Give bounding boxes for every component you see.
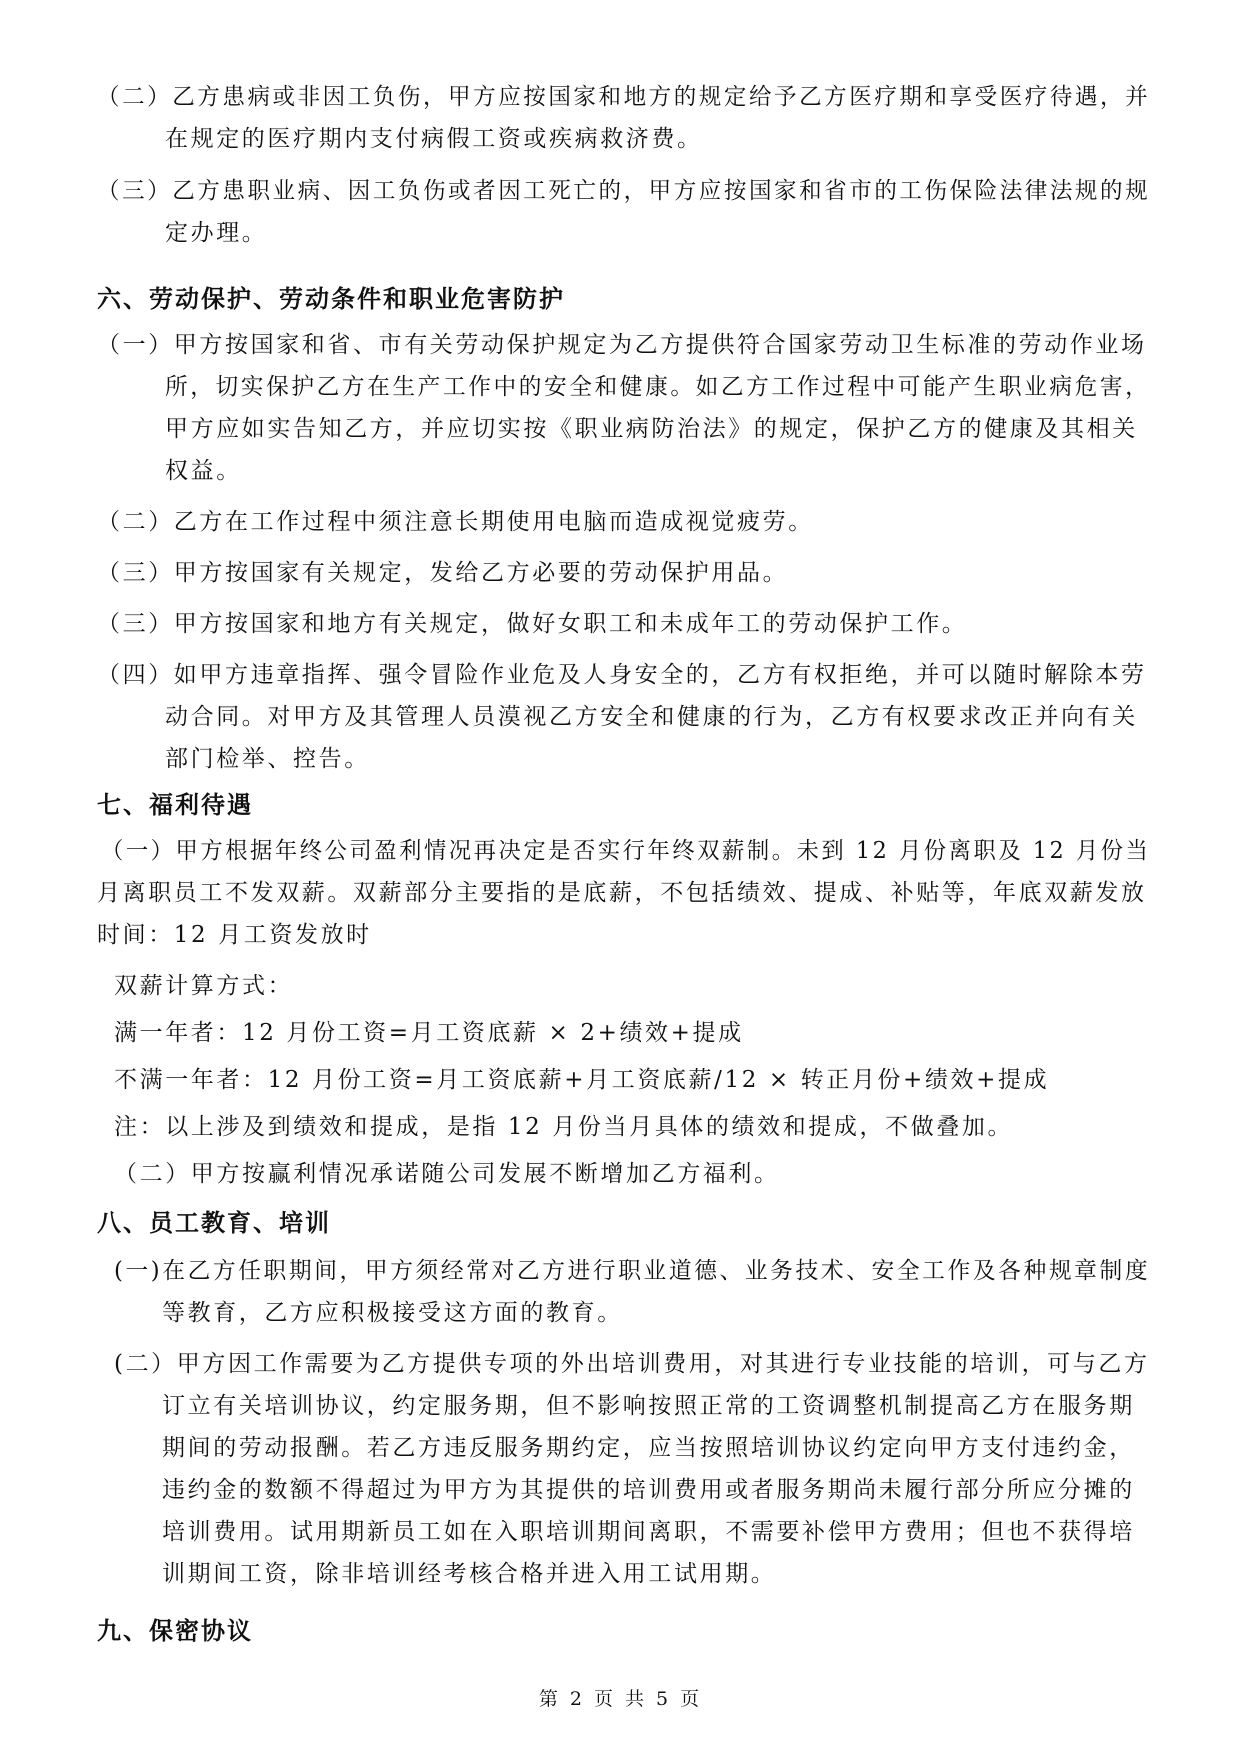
sec7-para1-line3: 时间：12 月工资发放时 bbox=[97, 922, 372, 948]
sec6-item4: （三）甲方按国家和地方有关规定，做好女职工和未成年工的劳动保护工作。 bbox=[97, 611, 968, 637]
sec7-calc-title: 双薪计算方式： bbox=[114, 973, 294, 999]
sec6-item5-line1: （四）如甲方违章指挥、强令冒险作业危及人身安全的，乙方有权拒绝，并可以随时解除本劳 bbox=[97, 662, 1147, 688]
sec6-item3: （三）甲方按国家有关规定，发给乙方必要的劳动保护用品。 bbox=[97, 560, 789, 586]
sec8-item2-line4: 违约金的数额不得超过为甲方为其提供的培训费用或者服务期尚未履行部分所应分摊的 bbox=[162, 1477, 1135, 1503]
sec6-heading: 六、劳动保护、劳动条件和职业危害防护 bbox=[97, 285, 565, 313]
sec7-para1-line2: 月离职员工不发双薪。双薪部分主要指的是底薪，不包括绩效、提成、补贴等，年底双薪发放 bbox=[97, 880, 1147, 906]
sec7-para1-line1: （一）甲方根据年终公司盈利情况再决定是否实行年终双薪制。未到 12 月份离职及 12 月份当 bbox=[101, 838, 1151, 864]
sec7-note: 注：以上涉及到绩效和提成，是指 12 月份当月具体的绩效和提成，不做叠加。 bbox=[114, 1114, 1014, 1140]
sec9-heading: 九、保密协议 bbox=[97, 1617, 253, 1645]
sec6-item1-line1: （一）甲方按国家和省、市有关劳动保护规定为乙方提供符合国家劳动卫生标准的劳动作业场 bbox=[97, 332, 1147, 358]
sec7-calc-partial-year: 不满一年者：12 月份工资=月工资底薪+月工资底薪/12 × 转正月份+绩效+提成 bbox=[114, 1067, 1050, 1093]
sec6-item1-line3: 甲方应如实告知乙方，并应切实按《职业病防治法》的规定，保护乙方的健康及其相关 bbox=[165, 416, 1138, 442]
sec8-item2-line2: 订立有关培训协议，约定服务期，但不影响按照正常的工资调整机制提高乙方在服务期 bbox=[162, 1393, 1135, 1419]
sec8-heading: 八、员工教育、培训 bbox=[97, 1209, 331, 1237]
page-number-footer: 第 2 页 共 5 页 bbox=[538, 1688, 703, 1710]
sec8-item1-line1: (一)在乙方任职期间，甲方须经常对乙方进行职业道德、业务技术、安全工作及各种规章制度 bbox=[114, 1258, 1151, 1284]
sec8-item2-line3: 期间的劳动报酬。若乙方违反服务期约定，应当按照培训协议约定向甲方支付违约金， bbox=[162, 1435, 1135, 1461]
sec8-item1-line2: 等教育，乙方应积极接受这方面的教育。 bbox=[162, 1300, 623, 1326]
sec7-calc-full-year: 满一年者：12 月份工资=月工资底薪 × 2+绩效+提成 bbox=[114, 1020, 744, 1046]
sec8-item2-line1: (二）甲方因工作需要为乙方提供专项的外出培训费用，对其进行专业技能的培训，可与乙方 bbox=[114, 1351, 1150, 1377]
sec7-heading: 七、福利待遇 bbox=[97, 791, 253, 819]
sec8-item2-line5: 培训费用。试用期新员工如在入职培训期间离职，不需要补偿甲方费用；但也不获得培 bbox=[162, 1519, 1135, 1545]
sec5-item2-line1: （二）乙方患病或非因工负伤，甲方应按国家和地方的规定给予乙方医疗期和享受医疗待遇，并 bbox=[97, 84, 1151, 110]
sec6-item5-line2: 动合同。对甲方及其管理人员漠视乙方安全和健康的行为，乙方有权要求改正并向有关 bbox=[165, 704, 1138, 730]
sec6-item1-line2: 所，切实保护乙方在生产工作中的安全和健康。如乙方工作过程中可能产生职业病危害， bbox=[165, 374, 1151, 400]
sec5-item3-line2: 定办理。 bbox=[165, 220, 268, 246]
sec7-para2: （二）甲方按赢利情况承诺随公司发展不断增加乙方福利。 bbox=[114, 1161, 780, 1187]
sec6-item2: （二）乙方在工作过程中须注意长期使用电脑而造成视觉疲劳。 bbox=[97, 509, 814, 535]
sec5-item2-line2: 在规定的医疗期内支付病假工资或疾病救济费。 bbox=[165, 126, 703, 152]
sec6-item1-line4: 权益。 bbox=[165, 458, 242, 484]
sec6-item5-line3: 部门检举、控告。 bbox=[165, 746, 370, 772]
sec8-item2-line6: 训期间工资，除非培训经考核合格并进入用工试用期。 bbox=[162, 1561, 777, 1587]
sec5-item3-line1: （三）乙方患职业病、因工负伤或者因工死亡的，甲方应按国家和省市的工伤保险法律法规的规 bbox=[97, 178, 1151, 204]
